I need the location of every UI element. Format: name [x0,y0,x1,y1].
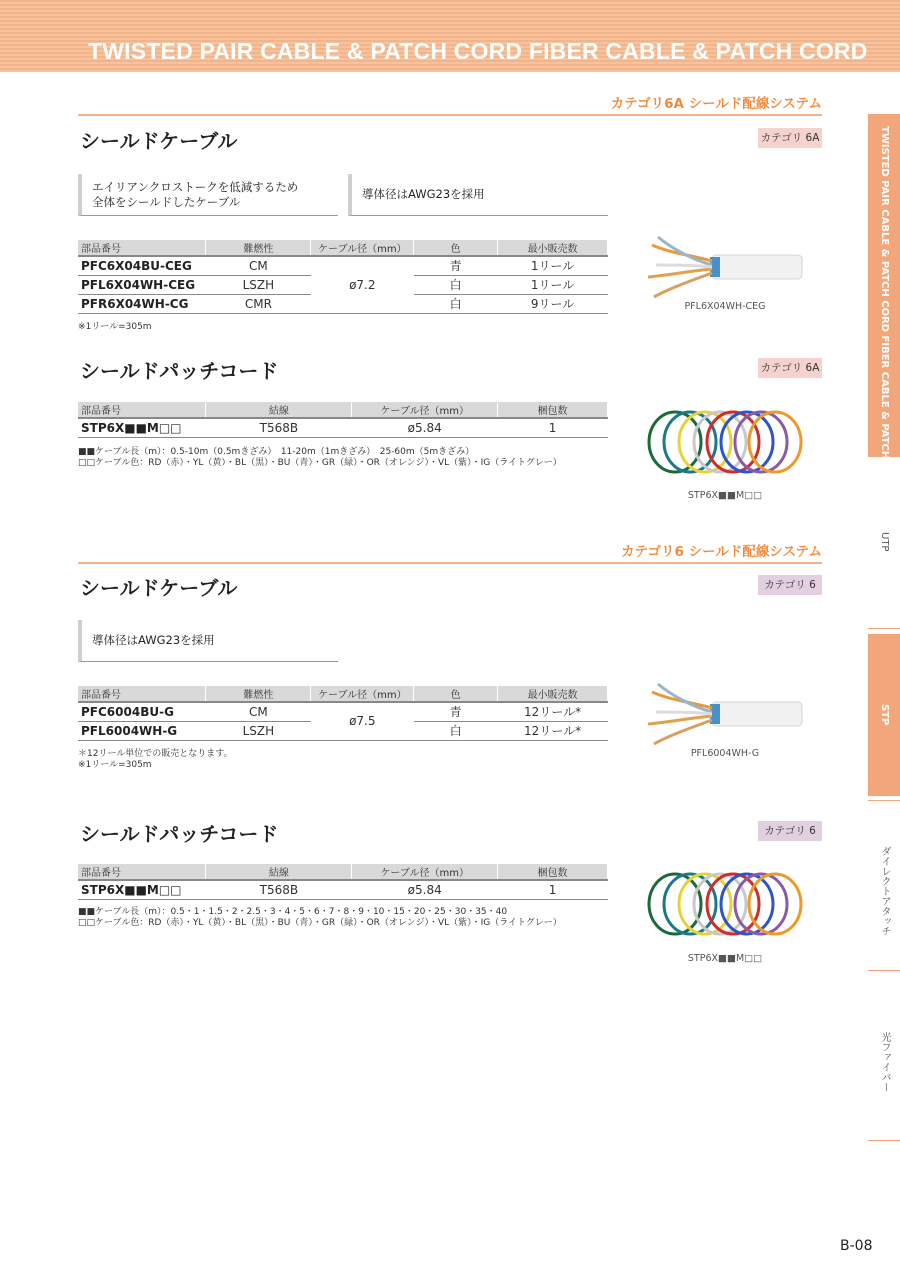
page-number: B-08 [840,1238,873,1254]
system-title: カテゴリ6 シールド配線システム [621,544,822,560]
table-header: 最小販売数 [498,240,608,256]
cable-image [640,225,810,305]
section-title: シールドパッチコード [80,359,279,383]
section-title: シールドパッチコード [80,822,279,846]
page-header [0,0,900,72]
side-divider [868,1140,900,1141]
table-header: ケーブル径（mm） [311,240,414,256]
system-title: カテゴリ6A シールド配線システム [610,96,822,112]
part-number: PFL6X04WH-CEG [78,275,206,294]
table-header: 色 [414,240,498,256]
table-header: ケーブル径（mm） [352,402,498,418]
side-tab-twisted-pair[interactable] [868,114,900,495]
cable-diameter: ø5.84 [352,418,498,437]
header-title: TWISTED PAIR CABLE & PATCH CORD FIBER CABLE & PATCH CORD [88,38,868,64]
table-row [78,702,608,721]
flame-rating: CM [206,256,311,275]
system-divider [78,562,822,564]
section-title: シールドケーブル [80,576,238,600]
min-quantity: 12リール* [498,702,608,721]
category-badge: カテゴリ 6A [758,358,822,378]
table-note: ※1リール=305m [78,760,152,770]
cable-color: 白 [414,721,498,740]
cable-color: 青 [414,256,498,275]
side-tab-label: 光ファイバー [879,1032,890,1092]
section-title: シールドケーブル [80,129,238,153]
table-header: 部品番号 [78,402,206,418]
table-note: ※1リール=305m [78,322,152,332]
flame-rating: LSZH [206,275,311,294]
side-tab-utp[interactable] [868,520,900,580]
image-caption: STP6X■■M□□ [687,490,763,501]
table-note: ■■ケーブル長（m）：0.5・1・1.5・2・2.5・3・4・5・6・7・8・9・10・15・20・25・30・35・40 [78,907,508,917]
feature-box: 導体径はAWG23を採用 [348,174,608,216]
flame-rating: LSZH [206,721,311,740]
feature-box: 導体径はAWG23を採用 [78,620,338,662]
side-tab-stp[interactable] [868,634,900,796]
spec-table [78,864,608,900]
min-quantity: 1リール [498,256,608,275]
table-row [78,256,608,275]
cable-diameter: ø7.2 [311,256,414,313]
table-header: 部品番号 [78,686,206,702]
spec-table [78,686,608,741]
table-note: ＊12リール単位での販売となります。 [78,749,233,759]
table-row [78,880,608,899]
flame-rating: CM [206,702,311,721]
table-header: ケーブル径（mm） [352,864,498,880]
image-caption: PFL6004WH-G [690,748,760,759]
pack-quantity: 1 [498,418,608,437]
pack-quantity: 1 [498,880,608,899]
cable-diameter: ø5.84 [352,880,498,899]
table-row [78,418,608,437]
wiring: T568B [206,418,352,437]
part-number: PFR6X04WH-CG [78,294,206,313]
table-note: ■■ケーブル長（m）：0.5-10m（0.5mきざみ） 11-20m（1mきざみ） 25-60m（5mきざみ） [78,447,475,457]
part-number: PFC6X04BU-CEG [78,256,206,275]
table-header: 難燃性 [206,240,311,256]
patch-cord-image [645,862,805,942]
part-number: PFC6004BU-G [78,702,206,721]
cable-color: 白 [414,294,498,313]
part-number: STP6X■■M□□ [78,880,206,899]
cable-color: 白 [414,275,498,294]
side-tab-fiber[interactable] [868,1020,900,1100]
table-header: 部品番号 [78,240,206,256]
side-divider [868,970,900,971]
image-caption: PFL6X04WH-CEG [684,301,766,312]
spec-table [78,240,608,314]
table-header: 結線 [206,402,352,418]
cable-diameter: ø7.5 [311,702,414,740]
spec-table [78,402,608,438]
min-quantity: 9リール [498,294,608,313]
feature-box: エイリアンクロストークを低減するため 全体をシールドしたケーブル [78,174,338,216]
side-tab-label: UTP [879,532,890,552]
table-header: 部品番号 [78,864,206,880]
side-tab-label: ダイレクトアタッチ [879,846,890,936]
image-caption: STP6X■■M□□ [687,953,763,964]
table-note: □□ケーブル色：RD（赤）・YL（黄）・BL（黒）・BU（青）・GR（緑）・OR（オレンジ）・VL（紫）・IG（ライトグレー） [78,918,562,928]
table-header: 梱包数 [498,402,608,418]
side-divider [868,800,900,801]
side-tab-label: STP [879,704,890,726]
min-quantity: 12リール* [498,721,608,740]
table-header: 色 [414,686,498,702]
table-note: □□ケーブル色：RD（赤）・YL（黄）・BL（黒）・BU（青）・GR（緑）・OR（オレンジ）・VL（紫）・IG（ライトグレー） [78,458,562,468]
wiring: T568B [206,880,352,899]
table-header: 結線 [206,864,352,880]
table-header: 最小販売数 [498,686,608,702]
min-quantity: 1リール [498,275,608,294]
category-badge: カテゴリ 6A [758,128,822,148]
table-header: 難燃性 [206,686,311,702]
part-number: PFL6004WH-G [78,721,206,740]
table-header: ケーブル径（mm） [311,686,414,702]
system-divider [78,114,822,116]
side-divider [868,628,900,629]
cable-color: 青 [414,702,498,721]
side-tab-direct-attach[interactable] [868,834,900,944]
side-tab-label: TWISTED PAIR CABLE & PATCH CORD FIBER CABLE & PATCH CORD [879,126,890,495]
patch-cord-image [645,400,805,480]
category-badge: カテゴリ 6 [758,575,822,595]
category-badge: カテゴリ 6 [758,821,822,841]
flame-rating: CMR [206,294,311,313]
table-header: 梱包数 [498,864,608,880]
cable-image [640,672,810,752]
part-number: STP6X■■M□□ [78,418,206,437]
